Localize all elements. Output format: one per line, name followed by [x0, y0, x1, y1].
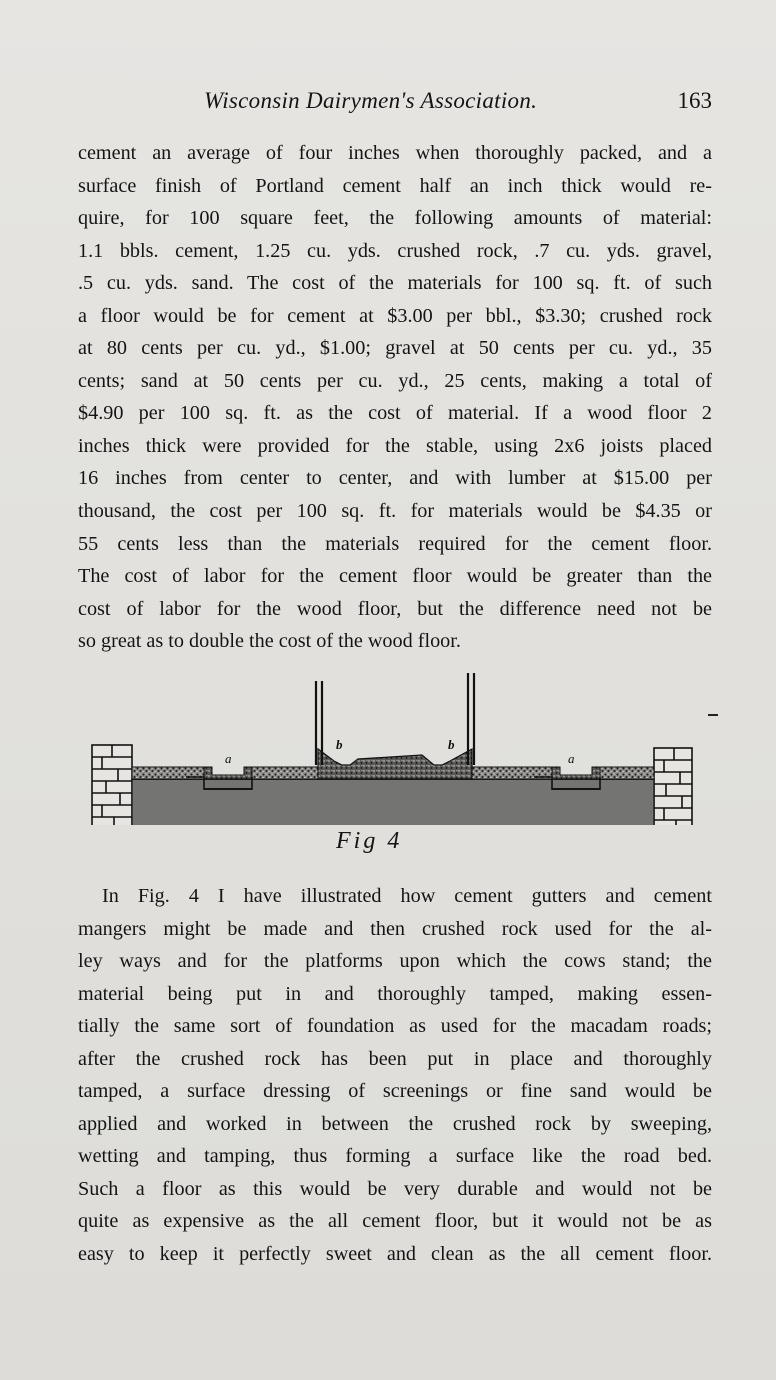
text-line: inches thick were provided for the stable, using 2x6 joists placed — [78, 434, 712, 457]
cement-gutter-left — [204, 767, 252, 779]
text-line: 1.1 bbls. cement, 1.25 cu. yds. crushed rock, .7 cu. yds. gravel, — [78, 239, 712, 262]
earth-foundation — [132, 779, 654, 825]
text-line: tially the same sort of foundation as used for the macadam roads; — [78, 1015, 712, 1038]
left-brick-wall — [92, 745, 132, 825]
manger-label-left: b — [336, 737, 343, 752]
text-line: .5 cu. yds. sand. The cost of the materials for 100 sq. ft. of such — [78, 272, 712, 295]
text-line: after the crushed rock has been put in place and thoroughly — [78, 1047, 712, 1070]
figure-caption: Fig 4 — [336, 828, 403, 854]
text-line: easy to keep it perfectly sweet and clean as the all cement floor. — [78, 1243, 712, 1266]
text-line: $4.90 per 100 sq. ft. as the cost of material. If a wood floor 2 — [78, 402, 712, 425]
gutter-label-left: a — [225, 751, 232, 766]
text-line: so great as to double the cost of the wood floor. — [78, 630, 461, 653]
text-line: applied and worked in between the crushed rock by sweeping, — [78, 1112, 712, 1135]
text-line: quite as expensive as the all cement floor, but it would not be as — [78, 1210, 712, 1233]
paragraph-2 — [78, 880, 712, 1271]
text-line: cents; sand at 50 cents per cu. yd., 25 cents, making a total of — [78, 369, 712, 392]
margin-mark — [708, 714, 718, 716]
text-line: material being put in and thoroughly tamped, making essen- — [78, 982, 712, 1005]
manger-label-right: b — [448, 737, 455, 752]
text-line: tamped, a surface dressing of screenings or fine sand would be — [78, 1080, 712, 1103]
text-line: 55 cents less than the materials required for the cement floor. — [78, 532, 712, 555]
text-line: Such a floor as this would be very durable and would not be — [78, 1177, 712, 1200]
floor-cross-section-figure — [88, 665, 698, 880]
text-line: The cost of labor for the cement floor would be greater than the — [78, 565, 712, 588]
cement-manger — [318, 749, 472, 779]
text-line: cement an average of four inches when thoroughly packed, and a — [78, 142, 712, 164]
right-brick-wall — [654, 748, 692, 825]
text-line: In Fig. 4 I have illustrated how cement gutters and cement — [102, 885, 712, 907]
cement-gutter-right — [552, 767, 600, 779]
text-line: 16 inches from center to center, and with lumber at $15.00 per — [78, 467, 712, 490]
text-line: ley ways and for the platforms upon which the cows stand; the — [78, 950, 712, 973]
text-line: mangers might be made and then crushed rock used for the al- — [78, 917, 712, 940]
text-line: cost of labor for the wood floor, but the difference need not be — [78, 597, 712, 620]
paragraph-1 — [78, 137, 712, 658]
text-line: wetting and tamping, thus forming a surface like the road bed. — [78, 1145, 712, 1168]
page-number: 163 — [677, 88, 712, 113]
text-line: quire, for 100 square feet, the following amounts of material: — [78, 207, 712, 230]
text-line: at 80 cents per cu. yd., $1.00; gravel at 50 cents per cu. yd., 35 — [78, 337, 712, 360]
text-line: thousand, the cost per 100 sq. ft. for materials would be $4.35 or — [78, 500, 712, 523]
floor-cross-section-diagram — [88, 665, 698, 825]
text-line: surface finish of Portland cement half an inch thick would re- — [78, 174, 712, 197]
page-header — [78, 88, 712, 120]
running-title: Wisconsin Dairymen's Association. — [204, 88, 538, 113]
gutter-label-right: a — [568, 751, 575, 766]
text-line: a floor would be for cement at $3.00 per bbl., $3.30; crushed rock — [78, 304, 712, 327]
